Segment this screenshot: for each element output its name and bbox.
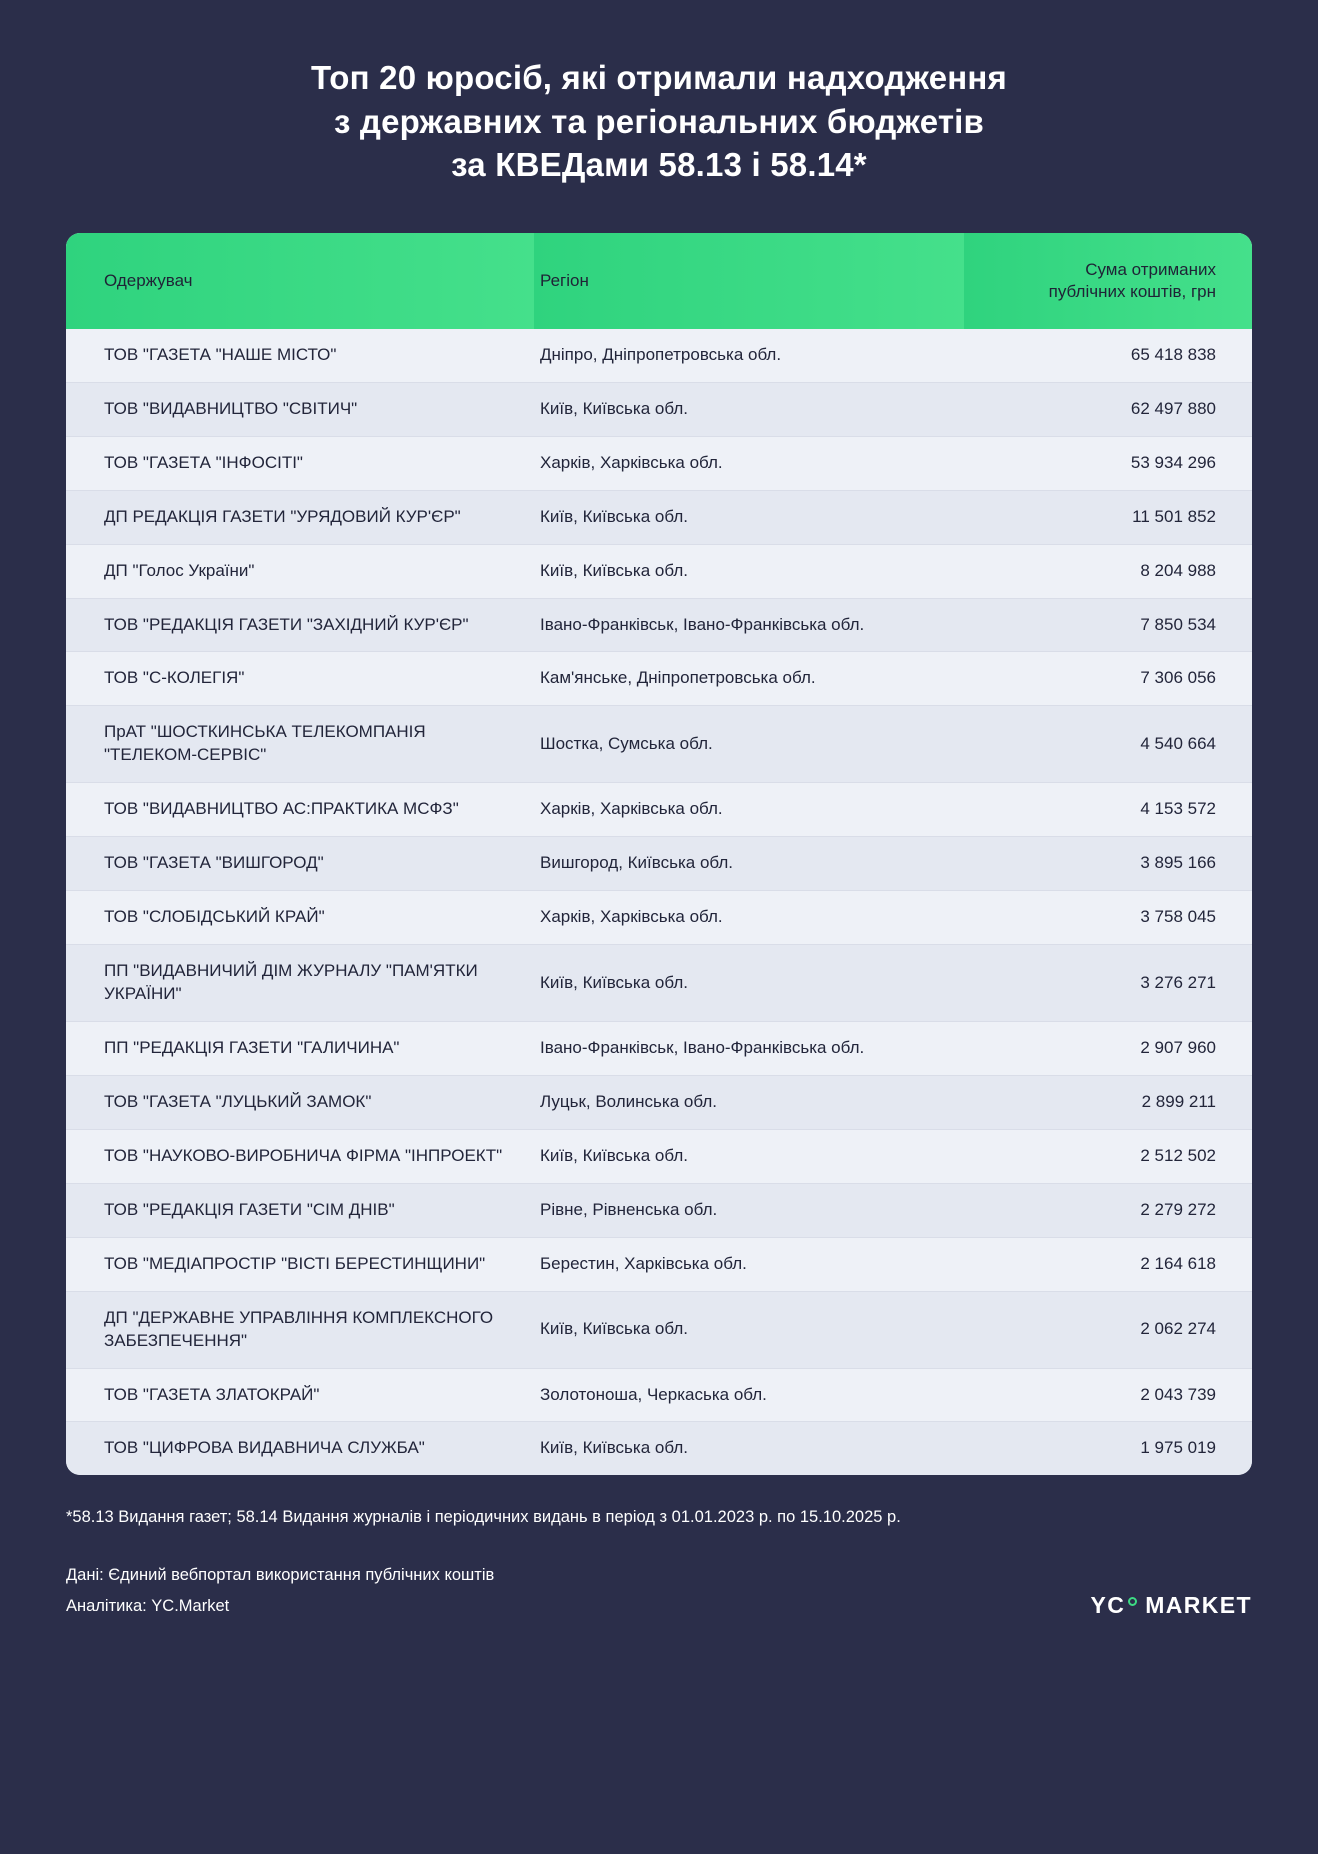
column-header-recipient: Одержувач [66, 233, 534, 329]
cell-recipient: ДП РЕДАКЦІЯ ГАЗЕТИ "УРЯДОВИЙ КУР'ЄР" [66, 490, 534, 544]
cell-recipient: ТОВ "ГАЗЕТА "ІНФОСІТІ" [66, 436, 534, 490]
cell-recipient: ПП "ВИДАВНИЧИЙ ДІМ ЖУРНАЛУ "ПАМ'ЯТКИ УКРАЇНИ" [66, 945, 534, 1022]
cell-region: Харків, Харківська обл. [534, 783, 964, 837]
table-header [66, 233, 1252, 329]
table-row [66, 1183, 1252, 1237]
cell-region: Харків, Харківська обл. [534, 436, 964, 490]
cell-region: Івано-Франківськ, Івано-Франківська обл. [534, 598, 964, 652]
cell-region: Київ, Київська обл. [534, 1129, 964, 1183]
sources-lines [66, 1560, 494, 1623]
column-header-sum-line1: Сума отриманих [1085, 259, 1216, 279]
column-header-sum-line2: публічних коштів, грн [1048, 281, 1216, 301]
column-header-region: Регіон [534, 233, 964, 329]
table-row [66, 329, 1252, 382]
table-row [66, 1237, 1252, 1291]
cell-recipient: ТОВ "РЕДАКЦІЯ ГАЗЕТИ "ЗАХІДНИЙ КУР'ЄР" [66, 598, 534, 652]
cell-recipient: ТОВ "ГАЗЕТА "НАШЕ МІСТО" [66, 329, 534, 382]
cell-recipient: ТОВ "СЛОБІДСЬКИЙ КРАЙ" [66, 891, 534, 945]
table-row [66, 1291, 1252, 1368]
table-header-row [66, 233, 1252, 329]
table-row [66, 945, 1252, 1022]
table-row [66, 1075, 1252, 1129]
cell-sum: 3 276 271 [964, 945, 1252, 1022]
table-body [66, 329, 1252, 1476]
cell-recipient: ТОВ "МЕДІАПРОСТІР "ВІСТІ БЕРЕСТИНЩИНИ" [66, 1237, 534, 1291]
cell-region: Рівне, Рівненська обл. [534, 1183, 964, 1237]
table-row [66, 490, 1252, 544]
source-analytics-line: Аналітика: YC.Market [66, 1597, 230, 1616]
table-row [66, 1021, 1252, 1075]
cell-recipient: ТОВ "ГАЗЕТА ЗЛАТОКРАЙ" [66, 1368, 534, 1422]
cell-region: Київ, Київська обл. [534, 1422, 964, 1475]
page-title [66, 56, 1252, 187]
cell-recipient: ПрАТ "ШОСТКИНСЬКА ТЕЛЕКОМПАНІЯ "ТЕЛЕКОМ-СЕРВІС" [66, 706, 534, 783]
brand-logo [1090, 1592, 1252, 1623]
cell-sum: 2 062 274 [964, 1291, 1252, 1368]
cell-sum: 8 204 988 [964, 544, 1252, 598]
ranking-table [66, 233, 1252, 1476]
brand-logo-left: YC [1090, 1591, 1126, 1618]
brand-logo-dot-icon [1128, 1597, 1137, 1606]
cell-region: Івано-Франківськ, Івано-Франківська обл. [534, 1021, 964, 1075]
cell-region: Шостка, Сумська обл. [534, 706, 964, 783]
table-row [66, 544, 1252, 598]
cell-region: Луцьк, Волинська обл. [534, 1075, 964, 1129]
cell-region: Харків, Харківська обл. [534, 891, 964, 945]
cell-sum: 53 934 296 [964, 436, 1252, 490]
cell-sum: 2 279 272 [964, 1183, 1252, 1237]
table-row [66, 1422, 1252, 1475]
cell-sum: 2 907 960 [964, 1021, 1252, 1075]
cell-recipient: ДП "ДЕРЖАВНЕ УПРАВЛІННЯ КОМПЛЕКСНОГО ЗАБЕЗПЕЧЕННЯ" [66, 1291, 534, 1368]
cell-region: Кам'янське, Дніпропетровська обл. [534, 652, 964, 706]
cell-sum: 62 497 880 [964, 382, 1252, 436]
source-data-line: Дані: Єдиний вебпортал використання публічних коштів [66, 1566, 495, 1585]
table-row [66, 1129, 1252, 1183]
table-row [66, 1368, 1252, 1422]
cell-sum: 2 043 739 [964, 1368, 1252, 1422]
table-row [66, 436, 1252, 490]
cell-region: Київ, Київська обл. [534, 490, 964, 544]
cell-region: Київ, Київська обл. [534, 382, 964, 436]
cell-recipient: ТОВ "НАУКОВО-ВИРОБНИЧА ФІРМА "ІНПРОЕКТ" [66, 1129, 534, 1183]
cell-sum: 4 153 572 [964, 783, 1252, 837]
cell-sum: 11 501 852 [964, 490, 1252, 544]
cell-sum: 7 306 056 [964, 652, 1252, 706]
table-row [66, 891, 1252, 945]
cell-recipient: ТОВ "ГАЗЕТА "ЛУЦЬКИЙ ЗАМОК" [66, 1075, 534, 1129]
brand-logo-right: MARKET [1145, 1591, 1252, 1618]
column-header-sum [964, 233, 1252, 329]
cell-region: Київ, Київська обл. [534, 945, 964, 1022]
table-row [66, 652, 1252, 706]
cell-sum: 3 758 045 [964, 891, 1252, 945]
cell-recipient: ТОВ "ГАЗЕТА "ВИШГОРОД" [66, 837, 534, 891]
ranking-table-container [66, 233, 1252, 1476]
cell-recipient: ТОВ "РЕДАКЦІЯ ГАЗЕТИ "СІМ ДНІВ" [66, 1183, 534, 1237]
cell-sum: 1 975 019 [964, 1422, 1252, 1475]
table-row [66, 706, 1252, 783]
cell-sum: 7 850 534 [964, 598, 1252, 652]
footnote: *58.13 Видання газет; 58.14 Видання журналів і періодичних видань в період з 01.01.2023 р. по 15.10.2025 р. [66, 1508, 901, 1527]
cell-region: Берестин, Харківська обл. [534, 1237, 964, 1291]
table-row [66, 382, 1252, 436]
cell-recipient: ДП "Голос України" [66, 544, 534, 598]
cell-sum: 2 164 618 [964, 1237, 1252, 1291]
cell-recipient: ТОВ "ЦИФРОВА ВИДАВНИЧА СЛУЖБА" [66, 1422, 534, 1475]
title-line-2: з державних та регіональних бюджетів [333, 102, 985, 140]
cell-recipient: ТОВ "С-КОЛЕГІЯ" [66, 652, 534, 706]
table-row [66, 598, 1252, 652]
cell-recipient: ТОВ "ВИДАВНИЦТВО "СВІТИЧ" [66, 382, 534, 436]
table-row [66, 783, 1252, 837]
sources-block [66, 1560, 1252, 1623]
cell-region: Золотоноша, Черкаська обл. [534, 1368, 964, 1422]
cell-sum: 2 899 211 [964, 1075, 1252, 1129]
cell-recipient: ПП "РЕДАКЦІЯ ГАЗЕТИ "ГАЛИЧИНА" [66, 1021, 534, 1075]
cell-sum: 2 512 502 [964, 1129, 1252, 1183]
cell-recipient: ТОВ "ВИДАВНИЦТВО АС:ПРАКТИКА МСФЗ" [66, 783, 534, 837]
cell-sum: 65 418 838 [964, 329, 1252, 382]
cell-region: Дніпро, Дніпропетровська обл. [534, 329, 964, 382]
title-line-1: Топ 20 юросіб, які отримали надходження [311, 59, 1007, 96]
cell-sum: 4 540 664 [964, 706, 1252, 783]
cell-region: Київ, Київська обл. [534, 1291, 964, 1368]
title-line-3: за КВЕДами 58.13 і 58.14* [451, 146, 867, 184]
cell-region: Вишгород, Київська обл. [534, 837, 964, 891]
table-row [66, 837, 1252, 891]
cell-sum: 3 895 166 [964, 837, 1252, 891]
cell-region: Київ, Київська обл. [534, 544, 964, 598]
